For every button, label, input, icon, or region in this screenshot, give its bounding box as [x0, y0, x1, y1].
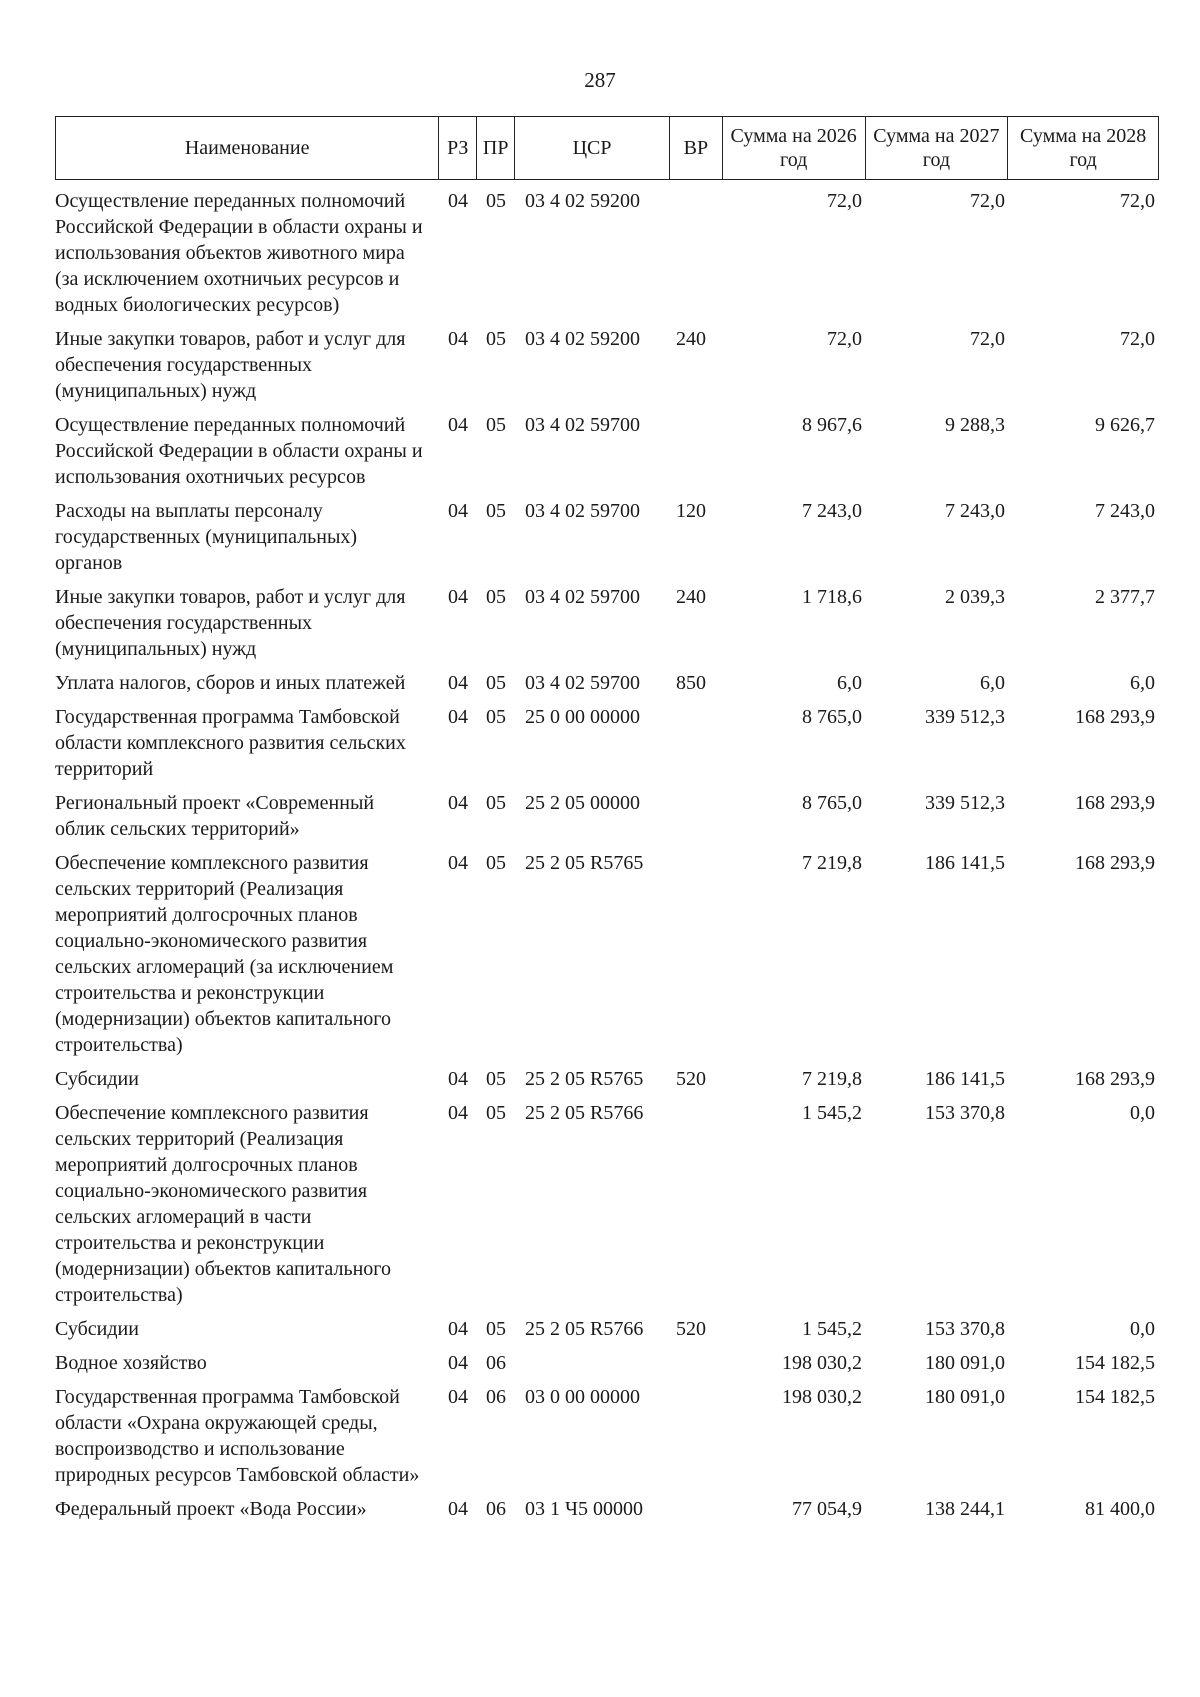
row-sum-2028: 7 243,0 [1095, 500, 1155, 522]
row-csr: 03 4 02 59700 [525, 500, 640, 522]
row-vr [670, 850, 723, 1058]
row-vr: 520 [676, 1068, 706, 1090]
row-vr [670, 704, 723, 782]
row-pr: 06 [486, 1498, 506, 1520]
row-sum-2027: 180 091,0 [925, 1386, 1005, 1408]
row-name: Субсидии [55, 1318, 139, 1340]
row-sum-2026: 72,0 [827, 190, 862, 212]
table-row [55, 790, 1159, 842]
table-row [55, 412, 1159, 490]
row-vr: 120 [676, 500, 706, 522]
row-name: Осуществление переданных полномочий Российской Федерации в области охраны и использования объектов животного мира (за исключением охотничьих ресурсов и водных биологических ресурсов) [55, 190, 423, 316]
table-row [55, 584, 1159, 662]
header-sum-2028: Сумма на 2028 год [1020, 125, 1147, 171]
row-sum-2027: 186 141,5 [925, 852, 1005, 874]
row-vr: 240 [676, 328, 706, 350]
row-rz: 04 [448, 500, 468, 522]
row-sum-2027: 153 370,8 [925, 1102, 1005, 1124]
row-sum-2027: 9 288,3 [945, 414, 1005, 436]
row-sum-2027: 339 512,3 [925, 792, 1005, 814]
row-sum-2026: 7 219,8 [802, 852, 862, 874]
row-pr: 05 [486, 414, 506, 436]
row-rz: 04 [448, 852, 468, 874]
row-rz: 04 [448, 1102, 468, 1124]
row-pr: 05 [486, 1102, 506, 1124]
row-name: Федеральный проект «Вода России» [55, 1498, 367, 1520]
header-rz: РЗ [439, 117, 477, 179]
header-pr: ПР [477, 117, 515, 179]
row-sum-2027: 153 370,8 [925, 1318, 1005, 1340]
row-pr: 05 [486, 672, 506, 694]
row-csr [515, 1350, 670, 1376]
row-sum-2027: 186 141,5 [925, 1068, 1005, 1090]
row-sum-2027: 6,0 [980, 672, 1005, 694]
row-vr: 520 [676, 1318, 706, 1340]
table-row [55, 670, 1159, 696]
row-sum-2026: 1 545,2 [802, 1102, 862, 1124]
row-name: Иные закупки товаров, работ и услуг для обеспечения государственных (муниципальных) нужд [55, 586, 406, 660]
row-pr: 05 [486, 1318, 506, 1340]
row-sum-2026: 72,0 [827, 328, 862, 350]
header-vr: ВР [670, 117, 723, 179]
page-number: 287 [584, 68, 616, 92]
row-rz: 04 [448, 706, 468, 728]
row-rz: 04 [448, 1352, 468, 1374]
row-csr: 25 2 05 R5766 [525, 1318, 644, 1340]
row-vr: 240 [676, 586, 706, 608]
row-sum-2026: 1 545,2 [802, 1318, 862, 1340]
table-body [55, 188, 1159, 1530]
row-rz: 04 [448, 328, 468, 350]
row-name: Государственная программа Тамбовской области комплексного развития сельских территорий [55, 706, 406, 780]
row-csr: 25 2 05 R5766 [525, 1102, 644, 1124]
row-pr: 05 [486, 328, 506, 350]
table-row [55, 1316, 1159, 1342]
row-rz: 04 [448, 672, 468, 694]
row-sum-2028: 72,0 [1120, 328, 1155, 350]
row-sum-2027: 7 243,0 [945, 500, 1005, 522]
row-name: Уплата налогов, сборов и иных платежей [55, 672, 406, 694]
row-pr: 05 [486, 706, 506, 728]
row-rz: 04 [448, 1498, 468, 1520]
header-sum-2027: Сумма на 2027 год [866, 117, 1009, 179]
row-sum-2027: 339 512,3 [925, 706, 1005, 728]
row-csr: 25 2 05 R5765 [525, 1068, 644, 1090]
table-row [55, 1350, 1159, 1376]
row-vr [670, 1496, 723, 1522]
row-sum-2028: 0,0 [1130, 1318, 1155, 1340]
row-sum-2027: 180 091,0 [925, 1352, 1005, 1374]
row-rz: 04 [448, 1318, 468, 1340]
row-sum-2028: 6,0 [1130, 672, 1155, 694]
row-sum-2028: 9 626,7 [1095, 414, 1155, 436]
row-sum-2027: 138 244,1 [925, 1498, 1005, 1520]
row-csr: 03 4 02 59200 [525, 328, 640, 350]
row-pr: 05 [486, 190, 506, 212]
row-name: Обеспечение комплексного развития сельских территорий (Реализация мероприятий долгосрочных планов социально-экономического развития сельских агломераций (за исключением строительства и реконструкции (модернизации) объектов капитального строительства) [55, 852, 394, 1056]
row-name: Региональный проект «Современный облик сельских территорий» [55, 792, 375, 840]
row-pr: 06 [486, 1352, 506, 1374]
row-rz: 04 [448, 414, 468, 436]
row-vr [670, 1384, 723, 1488]
table-row [55, 850, 1159, 1058]
row-vr [670, 412, 723, 490]
row-name: Субсидии [55, 1068, 139, 1090]
row-rz: 04 [448, 792, 468, 814]
row-sum-2028: 2 377,7 [1095, 586, 1155, 608]
table-row [55, 1066, 1159, 1092]
row-pr: 05 [486, 852, 506, 874]
row-sum-2028: 168 293,9 [1075, 706, 1155, 728]
row-vr [670, 1100, 723, 1308]
row-vr [670, 1350, 723, 1376]
row-vr: 850 [676, 672, 706, 694]
row-sum-2027: 2 039,3 [945, 586, 1005, 608]
row-rz: 04 [448, 586, 468, 608]
row-sum-2026: 7 243,0 [802, 500, 862, 522]
table-row [55, 1100, 1159, 1308]
row-csr: 25 2 05 R5765 [525, 852, 644, 874]
header-csr: ЦСР [515, 117, 670, 179]
row-csr: 03 0 00 00000 [525, 1386, 640, 1408]
row-name: Государственная программа Тамбовской области «Охрана окружающей среды, воспроизводство и использование природных ресурсов Тамбовской области» [55, 1386, 420, 1486]
row-pr: 05 [486, 1068, 506, 1090]
row-pr: 05 [486, 500, 506, 522]
row-sum-2028: 154 182,5 [1075, 1386, 1155, 1408]
row-sum-2028: 81 400,0 [1085, 1498, 1155, 1520]
table-row [55, 704, 1159, 782]
row-sum-2028: 168 293,9 [1075, 792, 1155, 814]
row-rz: 04 [448, 190, 468, 212]
row-sum-2028: 0,0 [1130, 1102, 1155, 1124]
row-sum-2028: 154 182,5 [1075, 1352, 1155, 1374]
table-row [55, 188, 1159, 318]
row-name: Водное хозяйство [55, 1352, 207, 1374]
row-rz: 04 [448, 1068, 468, 1090]
header-name: Наименование [56, 117, 439, 179]
row-sum-2027: 72,0 [970, 328, 1005, 350]
table-row [55, 326, 1159, 404]
row-pr: 05 [486, 792, 506, 814]
row-sum-2026: 1 718,6 [802, 586, 862, 608]
row-name: Расходы на выплаты персоналу государственных (муниципальных) органов [55, 500, 358, 574]
row-csr: 25 0 00 00000 [525, 706, 640, 728]
row-csr: 03 4 02 59700 [525, 672, 640, 694]
row-pr: 05 [486, 586, 506, 608]
row-sum-2026: 6,0 [837, 672, 862, 694]
row-name: Обеспечение комплексного развития сельских территорий (Реализация мероприятий долгосрочных планов социально-экономического развития сельских агломераций в части строительства и реконструкции (модернизации) объектов капитального строительства) [55, 1102, 391, 1306]
row-csr: 03 4 02 59700 [525, 414, 640, 436]
row-csr: 03 4 02 59200 [525, 190, 640, 212]
row-sum-2026: 8 765,0 [802, 792, 862, 814]
row-sum-2028: 168 293,9 [1075, 1068, 1155, 1090]
row-name: Иные закупки товаров, работ и услуг для обеспечения государственных (муниципальных) нужд [55, 328, 406, 402]
row-sum-2026: 77 054,9 [792, 1498, 862, 1520]
table-row [55, 1384, 1159, 1488]
row-csr: 03 1 Ч5 00000 [525, 1498, 643, 1520]
row-csr: 03 4 02 59700 [525, 586, 640, 608]
row-sum-2028: 72,0 [1120, 190, 1155, 212]
row-csr: 25 2 05 00000 [525, 792, 640, 814]
row-rz: 04 [448, 1386, 468, 1408]
row-sum-2028: 168 293,9 [1075, 852, 1155, 874]
table-row [55, 498, 1159, 576]
row-sum-2026: 8 967,6 [802, 414, 862, 436]
row-sum-2026: 7 219,8 [802, 1068, 862, 1090]
header-sum-2026: Сумма на 2026 год [723, 117, 866, 179]
row-name: Осуществление переданных полномочий Российской Федерации в области охраны и использования охотничьих ресурсов [55, 414, 423, 488]
table-header [55, 116, 1159, 180]
row-sum-2026: 198 030,2 [782, 1386, 862, 1408]
row-vr [670, 790, 723, 842]
row-vr [670, 188, 723, 318]
row-pr: 06 [486, 1386, 506, 1408]
row-sum-2026: 198 030,2 [782, 1352, 862, 1374]
row-sum-2027: 72,0 [970, 190, 1005, 212]
table-row [55, 1496, 1159, 1522]
row-sum-2026: 8 765,0 [802, 706, 862, 728]
